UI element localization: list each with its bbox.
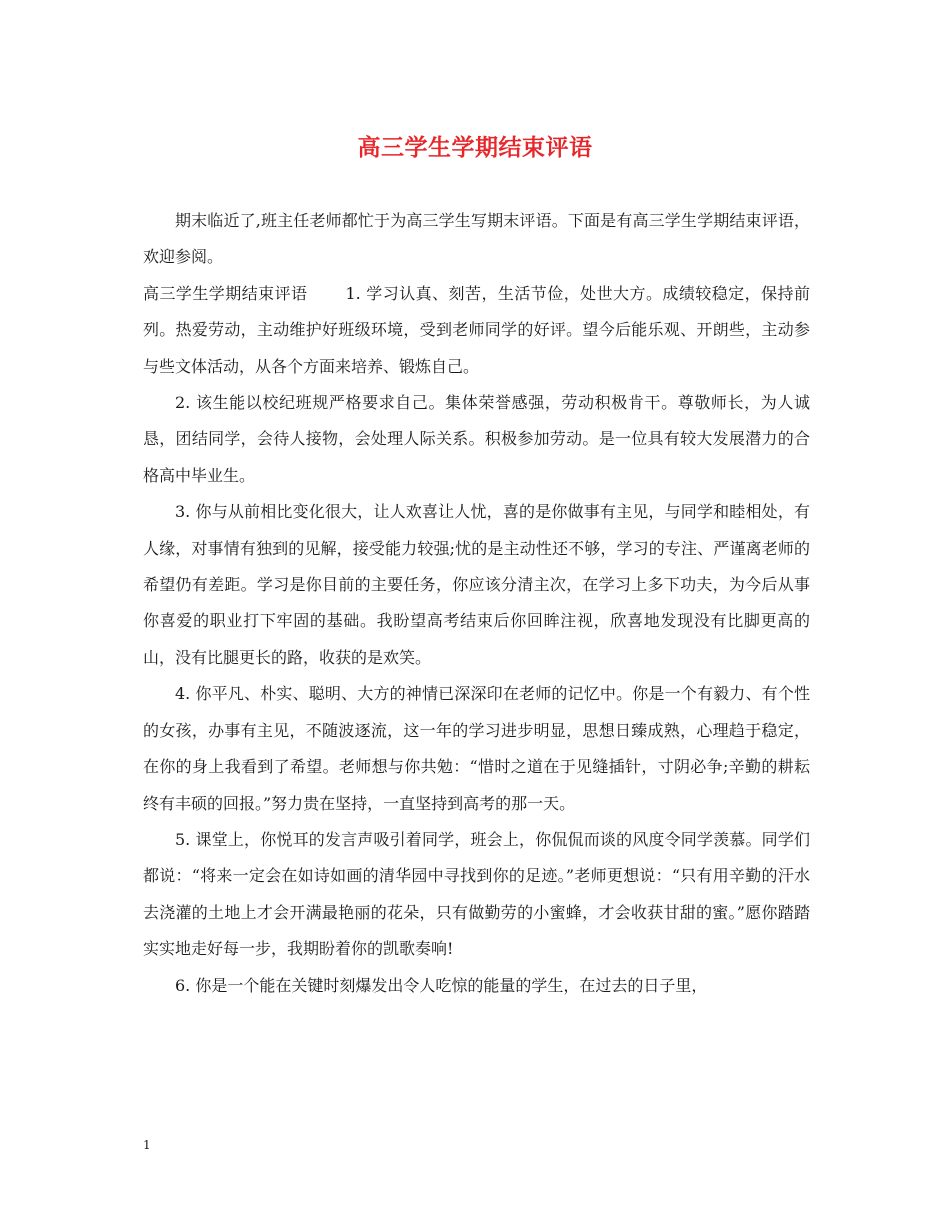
- page-number: 1: [143, 1138, 151, 1152]
- comment-item-1: 1. 学习认真、刻苦，生活节俭，处世大方。成绩较稳定，保持前列。热爱劳动，主动维护好班级环境，受到老师同学的好评。望今后能乐观、开朗些，主动参与些文体活动，从各个方面来培养、锻炼自己。: [143, 283, 810, 376]
- document-body: [143, 203, 810, 1004]
- comment-item-4: 4. 你平凡、朴实、聪明、大方的神情已深深印在老师的记忆中。你是一个有毅力、有个性的女孩，办事有主见，不随波逐流，这一年的学习进步明显，思想日臻成熟，心理趋于稳定，在你的身上我看到了希望。老师想与你共勉：“惜时之道在于见缝插针，寸阴必争;辛勤的耕耘终有丰硕的回报。”努力贵在坚持，一直坚持到高考的那一天。: [143, 684, 810, 813]
- comment-item-2: 2. 该生能以校纪班规严格要求自己。集体荣誉感强，劳动积极肯干。尊敬师长，为人诚恳，团结同学，会待人接物，会处理人际关系。积极参加劳动。是一位具有较大发展潜力的合格高中毕业生。: [143, 393, 810, 485]
- document-title: 高三学生学期结束评语: [357, 134, 593, 161]
- comment-item-5: 5. 课堂上，你悦耳的发言声吸引着同学，班会上，你侃侃而谈的风度令同学羡慕。同学们都说：“将来一定会在如诗如画的清华园中寻找到你的足迹。”老师更想说：“只有用辛勤的汗水去浇灌的土地上才会开满最艳丽的花朵，只有做勤劳的小蜜蜂，才会收获甘甜的蜜。”愿你踏踏实实地走好每一步，我期盼着你的凯歌奏响!: [143, 829, 810, 959]
- section-heading: 高三学生学期结束评语: [143, 283, 308, 303]
- intro-paragraph: 期末临近了,班主任老师都忙于为高三学生写期末评语。下面是有高三学生学期结束评语，欢迎参阅。: [143, 211, 810, 267]
- comment-item-3: 3. 你与从前相比变化很大，让人欢喜让人忧，喜的是你做事有主见，与同学和睦相处，有人缘，对事情有独到的见解，接受能力较强;忧的是主动性还不够，学习的专注、严谨离老师的希望仍有差距。学习是你目前的主要任务，你应该分清主次，在学习上多下功夫，为今后从事你喜爱的职业打下牢固的基础。我盼望高考结束后你回眸注视，欣喜地发现没有比脚更高的山，没有比腿更长的路，收获的是欢笑。: [143, 502, 810, 667]
- comment-item-6: 6. 你是一个能在关键时刻爆发出令人吃惊的能量的学生，在过去的日子里，: [175, 975, 708, 995]
- section-paragraph-1: [143, 276, 810, 385]
